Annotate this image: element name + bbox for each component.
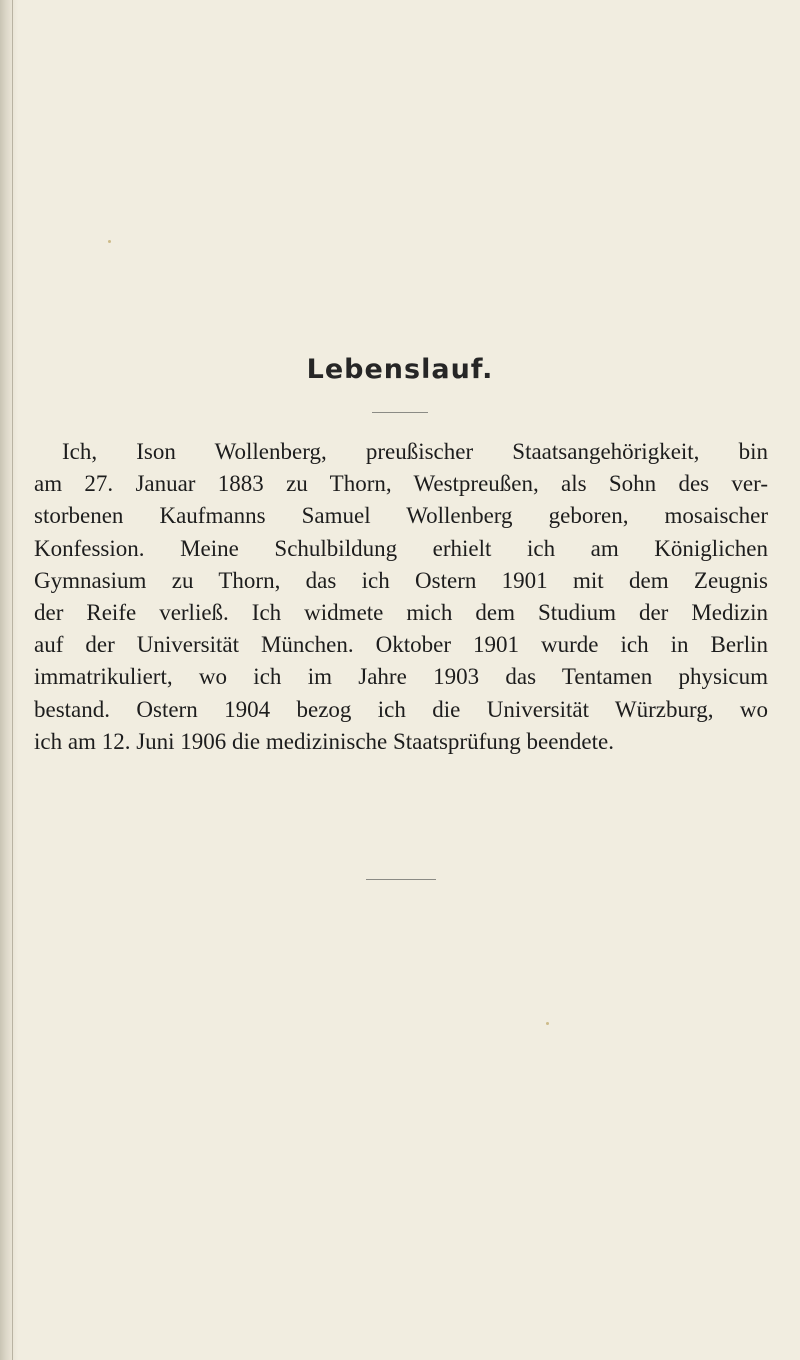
text-line: der Reife verließ. Ich widmete mich dem Studium der Medizin bbox=[34, 599, 768, 625]
closing-divider bbox=[366, 879, 436, 880]
text-line: Ich, Ison Wollenberg, preußischer Staatsangehörigkeit, bin bbox=[62, 439, 768, 464]
text-line: auf der Universität München. Oktober 1901 wurde ich in Berlin bbox=[34, 632, 768, 658]
text-line: immatrikuliert, wo ich im Jahre 1903 das Tentamen physicum bbox=[34, 664, 768, 690]
page-title: Lebenslauf. bbox=[306, 354, 494, 385]
title-divider bbox=[372, 412, 428, 413]
paper-speck bbox=[546, 1022, 549, 1025]
text-line: Konfession. Meine Schulbildung erhielt ich am Königlichen bbox=[34, 535, 768, 561]
text-line: am 27. Januar 1883 zu Thorn, Westpreußen, als Sohn des ver- bbox=[34, 471, 768, 497]
page-binding-line bbox=[12, 0, 13, 1360]
page-binding-edge bbox=[0, 0, 18, 1360]
text-line: bestand. Ostern 1904 bezog ich die Universität Würzburg, wo bbox=[34, 696, 768, 722]
body-paragraph bbox=[34, 436, 768, 758]
text-line: Gymnasium zu Thorn, das ich Ostern 1901 mit dem Zeugnis bbox=[34, 567, 768, 593]
text-line: ich am 12. Juni 1906 die medizinische Staatsprüfung beendete. bbox=[34, 728, 614, 754]
paper-speck bbox=[108, 240, 111, 243]
text-line: storbenen Kaufmanns Samuel Wollenberg geboren, mosaischer bbox=[34, 503, 768, 529]
